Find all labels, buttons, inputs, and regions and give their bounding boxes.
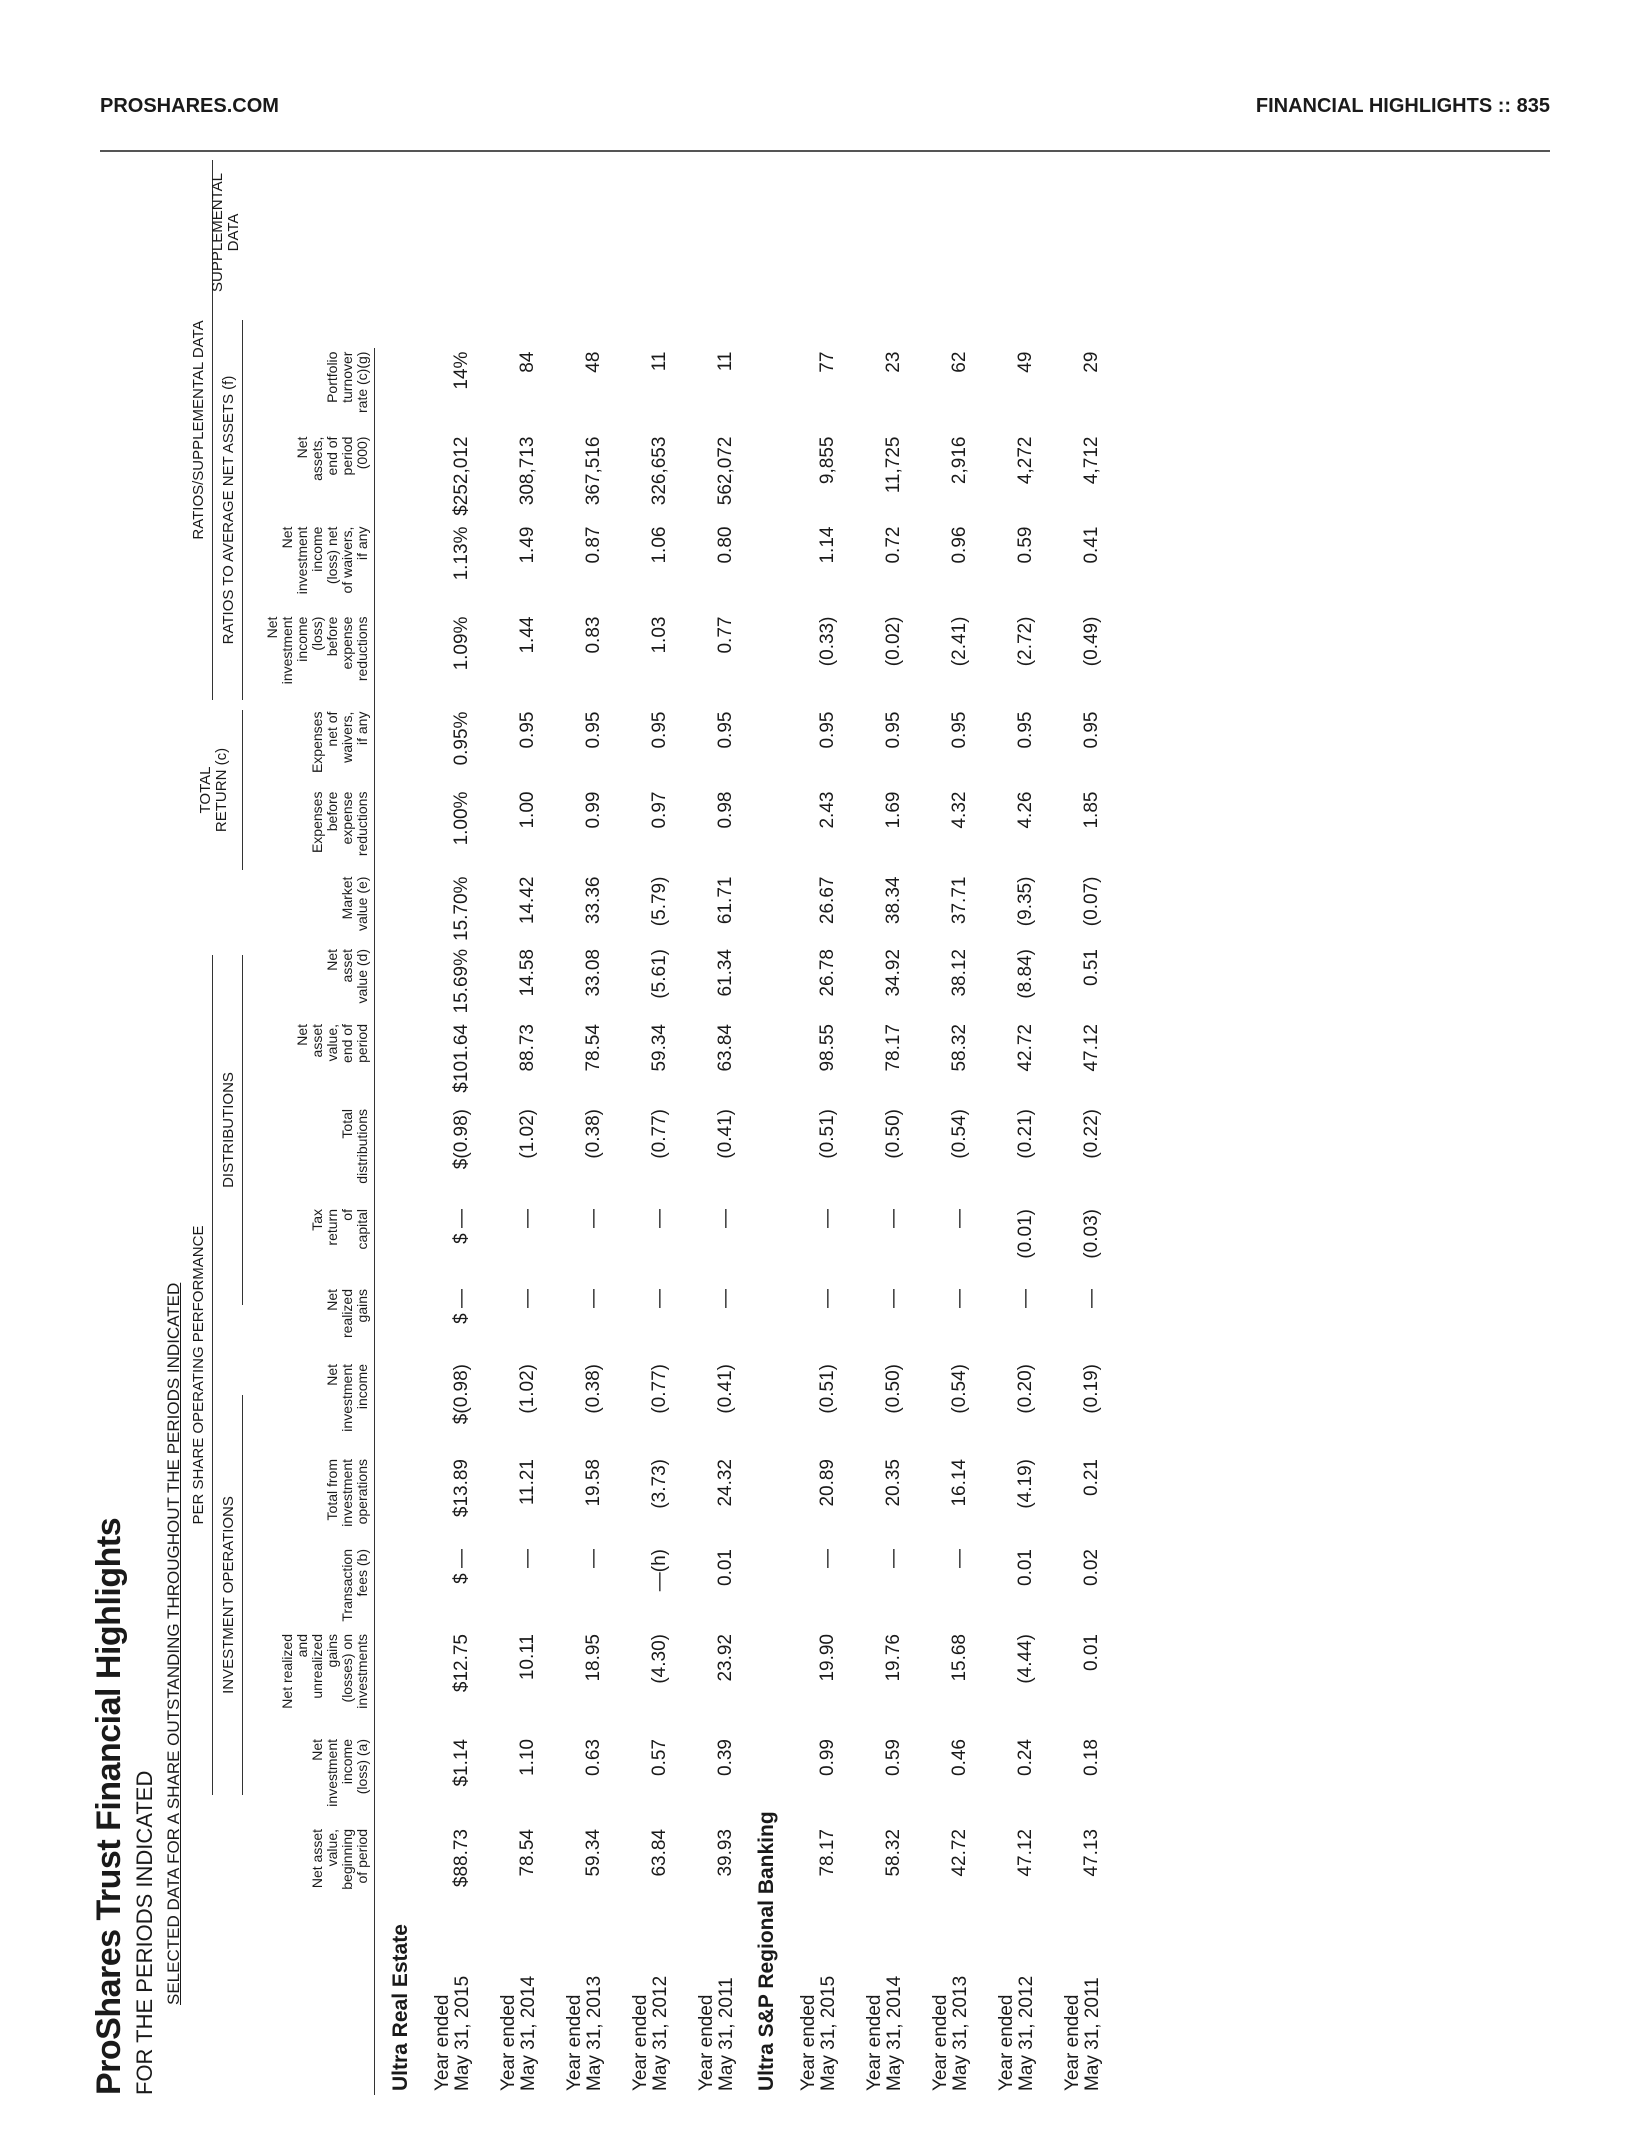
table-cell: 1.10 — [517, 1739, 538, 1776]
period-label — [411, 1915, 477, 2095]
table-cell: 0.57 — [649, 1739, 670, 1776]
financial-highlights-table — [250, 348, 1107, 2095]
table-cell: 33.36 — [583, 876, 604, 925]
table-cell: — — [517, 1549, 538, 1568]
table-cell: —(h) — [649, 1549, 670, 1592]
table-cell: 0.87 — [583, 526, 604, 564]
table-cell: 0.01 — [1081, 1634, 1102, 1671]
table-cell: 1.69 — [883, 791, 904, 829]
table-cell: 78.54 — [517, 1829, 538, 1877]
col-header-nav-end: Net asset value, end of period — [250, 1020, 375, 1105]
table-cell: 0.77 — [715, 616, 736, 654]
table-cell: (2.41) — [949, 616, 970, 667]
table-cell: 62 — [949, 351, 970, 373]
table-cell: 1.14 — [817, 526, 838, 564]
period-label — [1041, 1915, 1107, 2095]
table-cell: 34.92 — [883, 949, 904, 997]
table-cell: 0.97 — [649, 791, 670, 829]
group-ratios-average-rule — [242, 320, 243, 700]
table-cell: 11.21 — [517, 1459, 538, 1506]
table-cell: 42.72 — [1015, 1024, 1036, 1072]
table-cell: 11,725 — [883, 436, 904, 494]
table-cell: (0.02) — [883, 616, 904, 667]
table-cell: 0.39 — [715, 1739, 736, 1776]
table-cell: — — [817, 1549, 838, 1568]
table-cell: 63.84 — [649, 1829, 670, 1877]
table-cell: (0.51) — [817, 1109, 838, 1159]
table-cell: $252,012 — [451, 436, 472, 516]
table-cell: $ — — [451, 1289, 472, 1324]
table-cell: 20.89 — [817, 1459, 838, 1507]
group-per-share-rule — [212, 955, 213, 1795]
period-label-line2: May 31, 2015 — [818, 1975, 839, 2091]
table-cell: (4.30) — [649, 1634, 670, 1684]
period-label — [843, 1915, 909, 2095]
table-cell: 0.41 — [1081, 526, 1102, 564]
table-cell: 0.72 — [883, 526, 904, 564]
group-distributions: DISTRIBUTIONS — [220, 1072, 237, 1188]
table-cell: $13.89 — [451, 1459, 472, 1518]
period-label-line1: Year ended — [996, 1994, 1017, 2091]
table-cell: 11 — [649, 351, 670, 372]
col-header-net-investment-income: Net investment income (loss) (a) — [250, 1735, 375, 1825]
table-cell: 1.06 — [649, 526, 670, 564]
table-cell: 0.95 — [517, 711, 538, 749]
table-cell: 19.76 — [883, 1634, 904, 1682]
period-label-line2: May 31, 2013 — [950, 1975, 971, 2091]
table-cell: $88.73 — [451, 1829, 472, 1888]
table-cell: 2.43 — [817, 791, 838, 829]
table-cell: (0.19) — [1081, 1364, 1102, 1414]
table-cell: 0.95 — [949, 711, 970, 749]
period-label-line1: Year ended — [432, 1994, 453, 2091]
table-row — [909, 348, 975, 2095]
table-cell: 367,516 — [583, 436, 604, 506]
table-cell: 0.83 — [583, 616, 604, 654]
group-distributions-rule — [242, 955, 243, 1305]
table-caption: SELECTED DATA FOR A SHARE OUTSTANDING THROUGHOUT THE PERIODS INDICATED — [164, 1282, 183, 2005]
period-label — [909, 1915, 975, 2095]
table-cell: — — [715, 1209, 736, 1228]
table-cell: 26.78 — [817, 949, 838, 997]
table-cell: 0.95 — [1015, 711, 1036, 749]
table-cell: 0.01 — [1015, 1549, 1036, 1586]
table-cell: 1.09% — [451, 616, 472, 671]
table-cell: 0.59 — [1015, 526, 1036, 564]
table-cell: (3.73) — [649, 1459, 670, 1509]
period-label-line2: May 31, 2011 — [716, 1977, 737, 2091]
col-header-expenses-net: Expenses net of waivers, if any — [250, 708, 375, 788]
table-cell: (9.35) — [1015, 876, 1036, 927]
table-row — [1041, 348, 1107, 2095]
table-cell: 11 — [715, 351, 736, 372]
table-cell: (0.41) — [715, 1364, 736, 1414]
table-cell: 326,653 — [649, 436, 670, 506]
table-cell: 0.95% — [451, 711, 472, 766]
col-header-nav-beginning: Net asset value, beginning of period — [250, 1825, 375, 1915]
period-label — [675, 1915, 741, 2095]
table-cell: — — [649, 1289, 670, 1308]
period-label-line2: May 31, 2014 — [518, 1975, 539, 2091]
table-cell: 78.17 — [883, 1024, 904, 1072]
table-cell: (0.49) — [1081, 616, 1102, 667]
table-cell: 0.95 — [715, 711, 736, 749]
page-subtitle: FOR THE PERIODS INDICATED — [132, 1770, 157, 2095]
table-cell: (0.54) — [949, 1109, 970, 1159]
table-cell: 23 — [883, 351, 904, 373]
table-cell: 1.44 — [517, 616, 538, 654]
table-cell: 33.08 — [583, 949, 604, 997]
table-cell: — — [817, 1289, 838, 1308]
table-cell: — — [517, 1289, 538, 1308]
period-label-line2: May 31, 2012 — [1016, 1975, 1037, 2091]
table-cell: — — [949, 1209, 970, 1228]
table-cell: (0.38) — [583, 1364, 604, 1414]
group-ratios-average: RATIOS TO AVERAGE NET ASSETS (f) — [220, 375, 237, 645]
table-cell: 2,916 — [949, 436, 970, 485]
period-label-line2: May 31, 2014 — [884, 1975, 905, 2091]
table-cell: — — [883, 1289, 904, 1308]
table-cell: 1.49 — [517, 526, 538, 564]
table-cell: 16.14 — [949, 1459, 970, 1507]
group-investment-operations: INVESTMENT OPERATIONS — [220, 1496, 237, 1694]
period-label-line1: Year ended — [498, 1994, 519, 2091]
table-cell: (4.44) — [1015, 1634, 1036, 1684]
table-cell: 63.84 — [715, 1024, 736, 1072]
table-cell: (0.07) — [1081, 876, 1102, 927]
site-name: PROSHARES.COM — [100, 95, 279, 117]
table-cell: — — [517, 1209, 538, 1228]
table-cell: 1.00% — [451, 791, 472, 846]
table-cell: 1.00 — [517, 791, 538, 829]
table-cell: 0.51 — [1081, 949, 1102, 986]
table-cell: 0.95 — [817, 711, 838, 749]
table-cell: 61.34 — [715, 949, 736, 997]
table-cell: 61.71 — [715, 876, 736, 925]
table-cell: 0.01 — [715, 1549, 736, 1586]
table-cell: (0.50) — [883, 1109, 904, 1159]
table-cell: (0.01) — [1015, 1209, 1036, 1259]
fund-heading-row — [375, 348, 412, 2095]
table-cell: (5.61) — [649, 949, 670, 999]
table-cell: (0.22) — [1081, 1109, 1102, 1159]
table-cell: 58.32 — [883, 1829, 904, 1877]
table-cell: (0.38) — [583, 1109, 604, 1159]
col-header-nii-net: Net investment income (loss) net of waivers, if any — [250, 523, 375, 613]
col-header-return-market: Market value (e) — [250, 873, 375, 945]
table-row — [777, 348, 843, 2095]
table-cell: $101.64 — [451, 1024, 472, 1093]
table-cell: (5.79) — [649, 876, 670, 927]
table-cell: 1.03 — [649, 616, 670, 654]
table-cell: — — [1015, 1289, 1036, 1308]
table-row — [975, 348, 1041, 2095]
table-cell: $ — — [451, 1549, 472, 1584]
table-cell: (1.02) — [517, 1364, 538, 1414]
col-header-period — [250, 1915, 375, 2095]
period-label — [543, 1915, 609, 2095]
period-label-line1: Year ended — [1062, 1994, 1083, 2091]
group-total-return-rule — [242, 710, 243, 870]
fund-heading-row — [741, 348, 777, 2095]
table-row — [411, 348, 477, 2095]
table-cell: — — [715, 1289, 736, 1308]
table-cell: — — [583, 1209, 604, 1228]
table-cell: 1.85 — [1081, 791, 1102, 829]
table-cell: 88.73 — [517, 1024, 538, 1072]
col-header-total-distributions: Total distributions — [250, 1105, 375, 1205]
group-per-share: PER SHARE OPERATING PERFORMANCE — [190, 1225, 207, 1525]
table-cell: 18.95 — [583, 1634, 604, 1682]
table-cell: 9,855 — [817, 436, 838, 485]
table-cell: 0.95 — [1081, 711, 1102, 749]
period-label-line1: Year ended — [696, 1994, 717, 2091]
table-cell: 10.11 — [517, 1634, 538, 1681]
col-header-turnover: Portfolio turnover rate (c)(g) — [250, 348, 375, 433]
table-cell: 0.96 — [949, 526, 970, 564]
table-cell: 308,713 — [517, 436, 538, 506]
group-investment-rule — [242, 1395, 243, 1795]
table-cell: 38.34 — [883, 876, 904, 925]
table-cell: 1.13% — [451, 526, 472, 581]
period-label — [609, 1915, 675, 2095]
fund-name: Ultra S&P Regional Banking — [755, 1811, 778, 2091]
period-label — [777, 1915, 843, 2095]
table-cell: 47.12 — [1015, 1829, 1036, 1877]
col-header-nii-before: Net investment income (loss) before expense reductions — [250, 613, 375, 708]
period-label-line2: May 31, 2011 — [1082, 1977, 1103, 2091]
col-header-dist-net-investment-income: Net investment income — [250, 1360, 375, 1455]
column-header-row — [250, 348, 375, 2095]
table-cell: (4.19) — [1015, 1459, 1036, 1509]
table-cell: — — [583, 1549, 604, 1568]
table-cell: $(0.98) — [451, 1109, 472, 1170]
period-label-line2: May 31, 2015 — [452, 1975, 473, 2091]
table-cell: 19.58 — [583, 1459, 604, 1507]
rotated-table-sheet — [90, 95, 1570, 2095]
table-cell: 47.12 — [1081, 1024, 1102, 1072]
table-cell: 20.35 — [883, 1459, 904, 1507]
table-cell: 0.59 — [883, 1739, 904, 1776]
table-cell: (0.03) — [1081, 1209, 1102, 1259]
table-cell: 0.21 — [1081, 1459, 1102, 1496]
period-label-line1: Year ended — [798, 1994, 819, 2091]
col-header-total-from-operations: Total from investment operations — [250, 1455, 375, 1545]
group-ratios-supplemental: RATIOS/SUPPLEMENTAL DATA — [190, 320, 207, 540]
col-header-transaction-fees: Transaction fees (b) — [250, 1545, 375, 1630]
period-label-line1: Year ended — [630, 1994, 651, 2091]
table-cell: $12.75 — [451, 1634, 472, 1693]
col-header-net-assets: Net assets, end of period (000) — [250, 433, 375, 523]
table-body — [375, 348, 1108, 2095]
table-cell: 0.63 — [583, 1739, 604, 1776]
group-total-return: TOTAL RETURN (c) — [197, 747, 230, 833]
table-cell: — — [1081, 1289, 1102, 1308]
table-cell: — — [883, 1209, 904, 1228]
table-cell: 4.26 — [1015, 791, 1036, 829]
table-cell: 15.70% — [451, 876, 472, 941]
table-cell: — — [583, 1289, 604, 1308]
table-cell: 23.92 — [715, 1634, 736, 1682]
period-label-line1: Year ended — [864, 1994, 885, 2091]
table-cell: 0.95 — [883, 711, 904, 749]
table-cell: 4.32 — [949, 791, 970, 829]
page-number: 835 — [1516, 95, 1550, 117]
col-header-tax-return-capital: Tax return of capital — [250, 1205, 375, 1285]
table-cell: 78.54 — [583, 1024, 604, 1072]
table-cell: (2.72) — [1015, 616, 1036, 667]
table-cell: 77 — [817, 351, 838, 373]
table-cell: 0.95 — [649, 711, 670, 749]
table-cell: 59.34 — [583, 1829, 604, 1877]
period-label-line2: May 31, 2012 — [650, 1975, 671, 2091]
table-row — [477, 348, 543, 2095]
period-label — [477, 1915, 543, 2095]
table-cell: 15.68 — [949, 1634, 970, 1682]
table-cell: (0.51) — [817, 1364, 838, 1414]
table-cell: 78.17 — [817, 1829, 838, 1877]
table-cell: $(0.98) — [451, 1364, 472, 1425]
col-header-realized-unrealized: Net realized and unrealized gains (losses) on investments — [250, 1630, 375, 1735]
table-cell: 26.67 — [817, 876, 838, 925]
col-header-expenses-before: Expenses before expense reductions — [250, 788, 375, 873]
table-cell: 98.55 — [817, 1024, 838, 1072]
table-row — [843, 348, 909, 2095]
page-title: ProShares Trust Financial Highlights — [90, 1517, 128, 2095]
table-cell: 38.12 — [949, 949, 970, 997]
table-cell: 29 — [1081, 351, 1102, 373]
table-cell: — — [817, 1209, 838, 1228]
table-cell: 0.99 — [817, 1739, 838, 1776]
table-row — [543, 348, 609, 2095]
table-cell: (0.33) — [817, 616, 838, 667]
table-cell: $1.14 — [451, 1739, 472, 1787]
table-cell: — — [649, 1209, 670, 1228]
table-cell: 4,712 — [1081, 436, 1102, 485]
table-cell: 0.98 — [715, 791, 736, 829]
table-cell: 48 — [583, 351, 604, 373]
table-cell: 562,072 — [715, 436, 736, 506]
table-cell: 4,272 — [1015, 436, 1036, 485]
table-cell: (1.02) — [517, 1109, 538, 1159]
fund-name: Ultra Real Estate — [389, 1924, 412, 2091]
table-cell: 24.32 — [715, 1459, 736, 1507]
table-cell: 0.18 — [1081, 1739, 1102, 1776]
period-label-line1: Year ended — [930, 1994, 951, 2091]
table-cell: 84 — [517, 351, 538, 373]
table-cell: 42.72 — [949, 1829, 970, 1877]
table-cell: (0.54) — [949, 1364, 970, 1414]
table-row — [675, 348, 741, 2095]
table-cell: 47.13 — [1081, 1829, 1102, 1877]
table-cell: (0.77) — [649, 1364, 670, 1414]
table-cell: (0.41) — [715, 1109, 736, 1159]
table-cell: (0.77) — [649, 1109, 670, 1159]
table-cell: 58.32 — [949, 1024, 970, 1072]
table-cell: 0.99 — [583, 791, 604, 829]
table-cell: 19.90 — [817, 1634, 838, 1682]
table-cell: $ — — [451, 1209, 472, 1244]
period-label-line1: Year ended — [564, 1994, 585, 2091]
table-cell: 0.46 — [949, 1739, 970, 1776]
group-supplemental: SUPPLEMENTAL DATA — [209, 173, 242, 292]
period-label — [975, 1915, 1041, 2095]
section-name: FINANCIAL HIGHLIGHTS — [1255, 95, 1493, 117]
period-label-line2: May 31, 2013 — [584, 1975, 605, 2091]
col-header-dist-net-realized-gains: Net realized gains — [250, 1285, 375, 1360]
table-cell: (0.20) — [1015, 1364, 1036, 1414]
table-cell: 14.42 — [517, 876, 538, 925]
table-cell: 0.80 — [715, 526, 736, 564]
table-cell: 0.95 — [583, 711, 604, 749]
table-cell: 0.02 — [1081, 1549, 1102, 1586]
table-cell: 14.58 — [517, 949, 538, 997]
section-separator: :: — [1497, 95, 1512, 117]
table-cell: — — [883, 1549, 904, 1568]
table-cell: (0.50) — [883, 1364, 904, 1414]
table-cell: 0.24 — [1015, 1739, 1036, 1776]
table-cell: 37.71 — [949, 876, 970, 925]
table-cell: 59.34 — [649, 1024, 670, 1072]
table-cell: — — [949, 1289, 970, 1308]
table-cell: (0.21) — [1015, 1109, 1036, 1159]
table-cell: 49 — [1015, 351, 1036, 373]
table-cell: 15.69% — [451, 949, 472, 1014]
table-cell: (8.84) — [1015, 949, 1036, 999]
table-row — [609, 348, 675, 2095]
table-cell: — — [949, 1549, 970, 1568]
table-cell: 39.93 — [715, 1829, 736, 1877]
table-cell: 14% — [451, 351, 472, 390]
col-header-return-nav: Net asset value (d) — [250, 945, 375, 1020]
